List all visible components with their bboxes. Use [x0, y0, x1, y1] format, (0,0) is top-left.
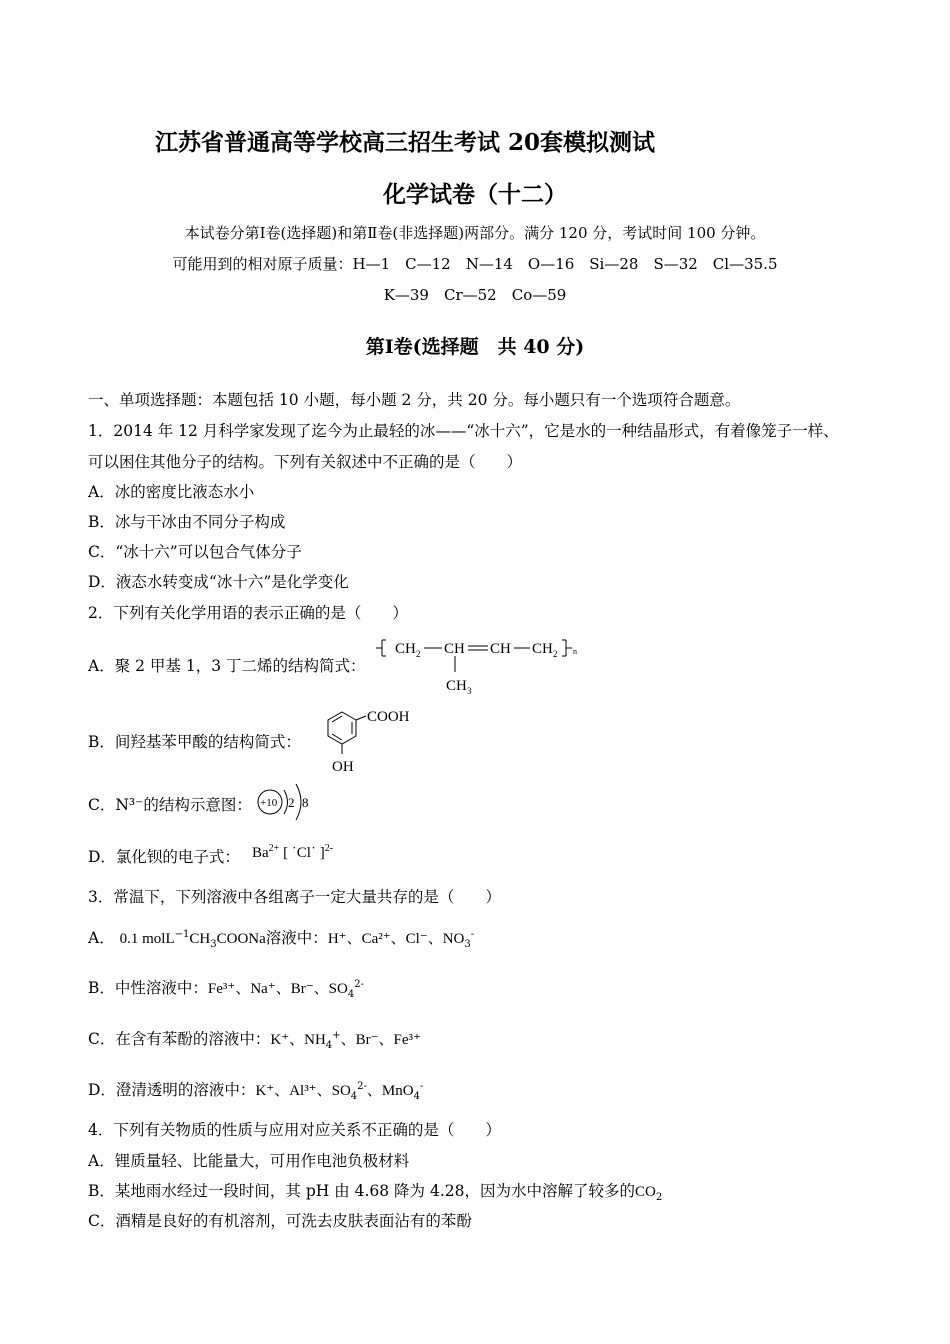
q3-c-nh4-sup: + [332, 1029, 341, 1041]
q4-option-b [88, 1179, 663, 1204]
paper-intro: 本试卷分第Ⅰ卷(选择题)和第Ⅱ卷(非选择题)两部分。满分 120 分，考试时间 100 分钟。 [184, 224, 766, 242]
q3-d-so4-sub: 4 [350, 1091, 358, 1103]
q3-option-c [88, 1027, 421, 1052]
cl-charge: 2- [324, 843, 334, 854]
q3-a-no3-sup: - [470, 928, 475, 940]
q3-a-conc: 0.1 mol [119, 931, 166, 947]
q4-b-co2: CO [635, 1184, 656, 1200]
q1-option-b: B．冰与干冰由不同分子构成 [88, 513, 286, 531]
bacl2-electron-formula [252, 845, 333, 862]
q3-d-mno4-sup: - [419, 1080, 424, 1092]
q1-stem-line1: 1．2014 年 12 月科学家发现了迄今为止最轻的冰——“冰十六”，它是水的一种结晶形式，有着像笼子一样、 [88, 422, 839, 440]
q3-c-ions-1: K⁺、NH [270, 1032, 326, 1048]
q1-stem-line2: 可以困住其他分子的结构。下列有关叙述中不正确的是（ ） [88, 453, 523, 471]
ch3-label: CH [446, 678, 467, 694]
q4-b-text: B．某地雨水经过一段时间，其 pH 由 4.68 降为 4.28，因为水中溶解了较多的 [88, 1182, 635, 1200]
q3-d-prefix: D．澄清透明的溶液中： [88, 1081, 256, 1099]
nucleus-charge: +10 [260, 797, 278, 809]
q2-option-c: C．N³⁻的结构示意图： [88, 796, 252, 814]
ba-charge: 2+ [268, 843, 280, 854]
ch3-subscript: 3 [467, 686, 472, 696]
q3-stem: 3．常温下，下列溶液中各组离子一定大量共存的是（ ） [88, 888, 501, 906]
polyisoprene-structure [370, 632, 590, 696]
q3-d-ions-2: 、MnO [366, 1083, 414, 1099]
q2-stem: 2．下列有关化学用语的表示正确的是（ ） [88, 604, 408, 622]
paper-title: 江苏省普通高等学校高三招生考试 20套模拟测试 [155, 129, 656, 156]
q3-a-mid: 溶液中： [265, 929, 328, 947]
shell2-electrons: 8 [302, 795, 309, 810]
q1-option-a: A．冰的密度比液态水小 [88, 483, 255, 501]
atomic-masses-line1: 可能用到的相对原子质量：H—1 C—12 N—14 O—16 Si—28 S—32 Cl—35.5 [172, 255, 778, 273]
section-instruction: 一、单项选择题：本题包括 10 小题，每小题 2 分，共 20 分。每小题只有一个选项符合题意。 [88, 391, 741, 409]
q3-option-a [88, 926, 475, 951]
q3-d-so4-sup: 2- [357, 1080, 367, 1092]
q3-a-solute-tail: COONa [216, 931, 266, 947]
ch-right-label: CH [490, 641, 511, 657]
shell1-electrons: 2 [288, 795, 295, 810]
q3-c-prefix: C．在含有苯酚的溶液中： [88, 1030, 271, 1048]
ch2-left-label: CH [395, 641, 416, 657]
q1-option-d: D．液态水转变成“冰十六”是化学变化 [88, 573, 349, 591]
q4-option-c: C．酒精是良好的有机溶剂，可洗去皮肤表面沾有的苯酚 [88, 1212, 472, 1230]
ba-symbol: Ba [252, 845, 269, 861]
q3-a-unit-exp: −1 [174, 928, 190, 940]
ch2-right-subscript: 2 [553, 649, 558, 659]
q3-d-mno4-sub: 4 [413, 1091, 420, 1103]
q3-d-ions-1: K⁺、Al³⁺、SO [255, 1083, 351, 1099]
q3-b-so4-sub: 4 [347, 989, 355, 1001]
q3-a-no3-sub: 3 [464, 939, 471, 951]
q3-option-b [88, 976, 364, 1001]
q3-b-ions: Fe³⁺、Na⁺、Br⁻、SO [207, 981, 348, 997]
hydroxybenzoic-acid-structure [318, 704, 422, 776]
n3-ion-structure-diagram [254, 780, 324, 828]
q3-a-ions: H⁺、Ca²⁺、Cl⁻、NO [327, 931, 465, 947]
q4-b-co2-sub: 2 [655, 1192, 663, 1204]
oh-label: OH [332, 759, 354, 775]
cl-bracket: [ ˙Cl˙ ] [283, 845, 325, 861]
q3-c-ions-2: 、Br⁻、Fe³⁺ [340, 1032, 421, 1048]
ch-label: CH [444, 641, 465, 657]
q3-a-solute: CH [189, 931, 211, 947]
q3-b-so4-sup: 2- [354, 978, 364, 990]
q4-option-a: A．锂质量轻、比能量大，可用作电池负极材料 [88, 1152, 410, 1170]
q3-b-prefix: B．中性溶液中： [88, 979, 208, 997]
ch2-right-label: CH [532, 641, 553, 657]
q3-a-unit: L [165, 931, 175, 947]
q3-option-d [88, 1078, 424, 1103]
q4-stem: 4．下列有关物质的性质与应用对应关系不正确的是（ ） [88, 1121, 501, 1139]
q3-a-prefix: A． [88, 929, 115, 947]
paper-subtitle: 化学试卷（十二） [383, 181, 567, 208]
q3-a-solute-sub: 3 [210, 939, 217, 951]
section-title: 第Ⅰ卷(选择题 共 40 分) [365, 336, 585, 358]
q3-c-nh4-sub: 4 [325, 1040, 333, 1052]
cooh-label: COOH [367, 709, 410, 725]
q2-option-d: D．氯化钡的电子式： [88, 848, 240, 866]
repeat-n: n [573, 647, 577, 656]
q2-option-a: A．聚 2 甲基 1，3 丁二烯的结构简式： [88, 657, 366, 675]
q1-option-c: C．“冰十六”可以包合气体分子 [88, 543, 302, 561]
q2-option-b: B．间羟基苯甲酸的结构简式： [88, 733, 301, 751]
ch2-left-subscript: 2 [416, 649, 421, 659]
atomic-masses-line2: K—39 Cr—52 Co—59 [383, 286, 567, 304]
